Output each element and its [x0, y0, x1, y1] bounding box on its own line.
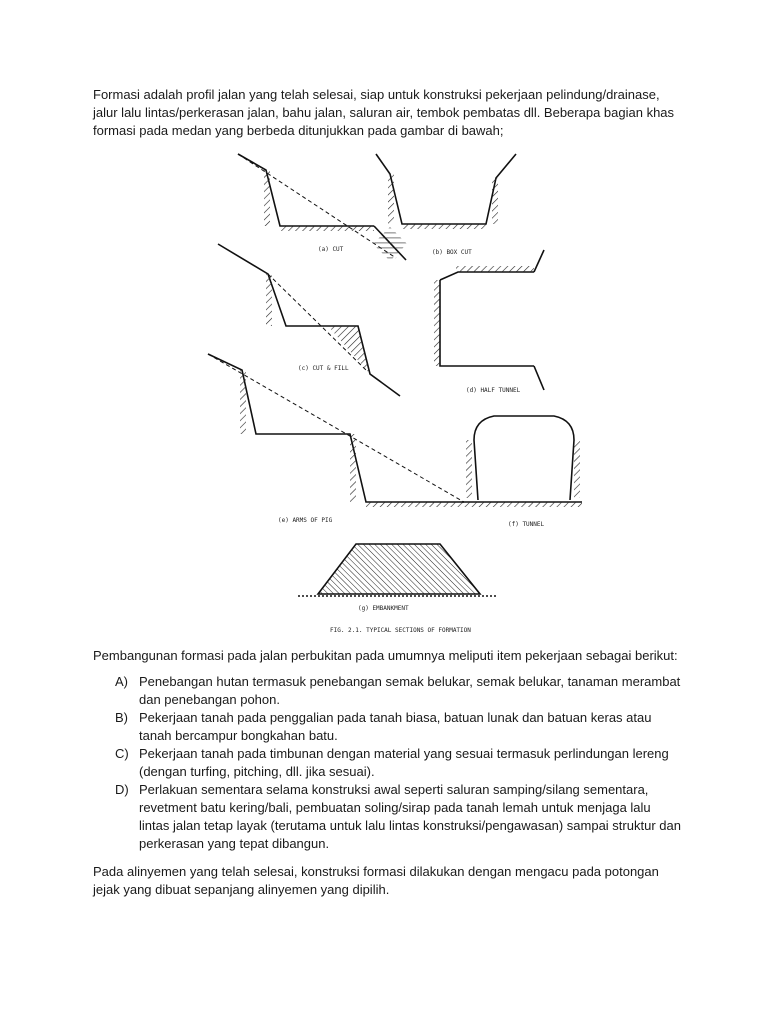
list-item [93, 673, 683, 709]
label-arms-of-pig: (e) ARMS OF PIG [278, 517, 333, 524]
section-embankment [298, 544, 498, 596]
list-item-text: Penebangan hutan termasuk penebangan semak belukar, semak belukar, tanaman merambat dan penebangan pohon. [139, 674, 681, 707]
label-cut-fill: (c) CUT & FILL [298, 365, 349, 372]
list-item [93, 709, 683, 745]
document-page [93, 86, 683, 150]
work-items-intro: Pembangunan formasi pada jalan perbukitan pada umumnya meliputi item pekerjaan sebagai berikut: [93, 648, 678, 663]
list-marker: B) [115, 710, 128, 725]
section-arms-of-pig [208, 354, 464, 507]
list-marker: D) [115, 782, 129, 797]
label-box-cut: (b) BOX CUT [432, 249, 472, 256]
intro-paragraph: Formasi adalah profil jalan yang telah selesai, siap untuk konstruksi pekerjaan pelindung/drainase, jalur lalu lintas/perkerasan jalan, bahu jalan, saluran air, tembok pembatas dll. Beberapa bagian khas formasi pada medan yang berbeda ditunjukkan pada gambar di bawah; [93, 87, 675, 138]
list-item-text: Perlakuan sementara selama konstruksi awal seperti saluran samping/silang sementara, revetment batu kering/bali, pembuatan soling/sirap pada tanah lemah untuk menjaga lalu lintas jalan tetap layak (terutama untuk lalu lintas konstruksi/pengawasan) sampai struktur dan perkerasan yang tepat dibangun. [139, 782, 681, 851]
work-items-section [93, 647, 683, 899]
list-item [93, 745, 683, 781]
section-half-tunnel [434, 250, 544, 390]
closing-paragraph: Pada alinyemen yang telah selesai, konstruksi formasi dilakukan dengan mengacu pada potongan jejak yang dibuat sepanjang alinyemen yang dipilih. [93, 864, 659, 897]
list-item-text: Pekerjaan tanah pada timbunan dengan material yang sesuai termasuk perlindungan lereng (dengan turfing, pitching, dll. jika sesuai). [139, 746, 669, 779]
list-marker: C) [115, 746, 129, 761]
figure-caption: FIG. 2.1. TYPICAL SECTIONS OF FORMATION [330, 627, 471, 634]
list-item-text: Pekerjaan tanah pada penggalian pada tanah biasa, batuan lunak dan batuan keras atau tanah bercampur bongkahan batu. [139, 710, 652, 743]
work-items-list [93, 673, 683, 853]
formation-diagram [178, 150, 590, 640]
section-cut [238, 154, 407, 261]
label-tunnel: (f) TUNNEL [508, 521, 545, 528]
list-marker: A) [115, 674, 128, 689]
list-item [93, 781, 683, 853]
label-embankment: (g) EMBANKMENT [358, 605, 409, 612]
label-half-tunnel: (d) HALF TUNNEL [466, 387, 521, 394]
formation-sections-figure [178, 150, 590, 640]
section-tunnel [462, 416, 582, 507]
label-cut: (a) CUT [318, 246, 344, 253]
section-box-cut [376, 154, 516, 229]
